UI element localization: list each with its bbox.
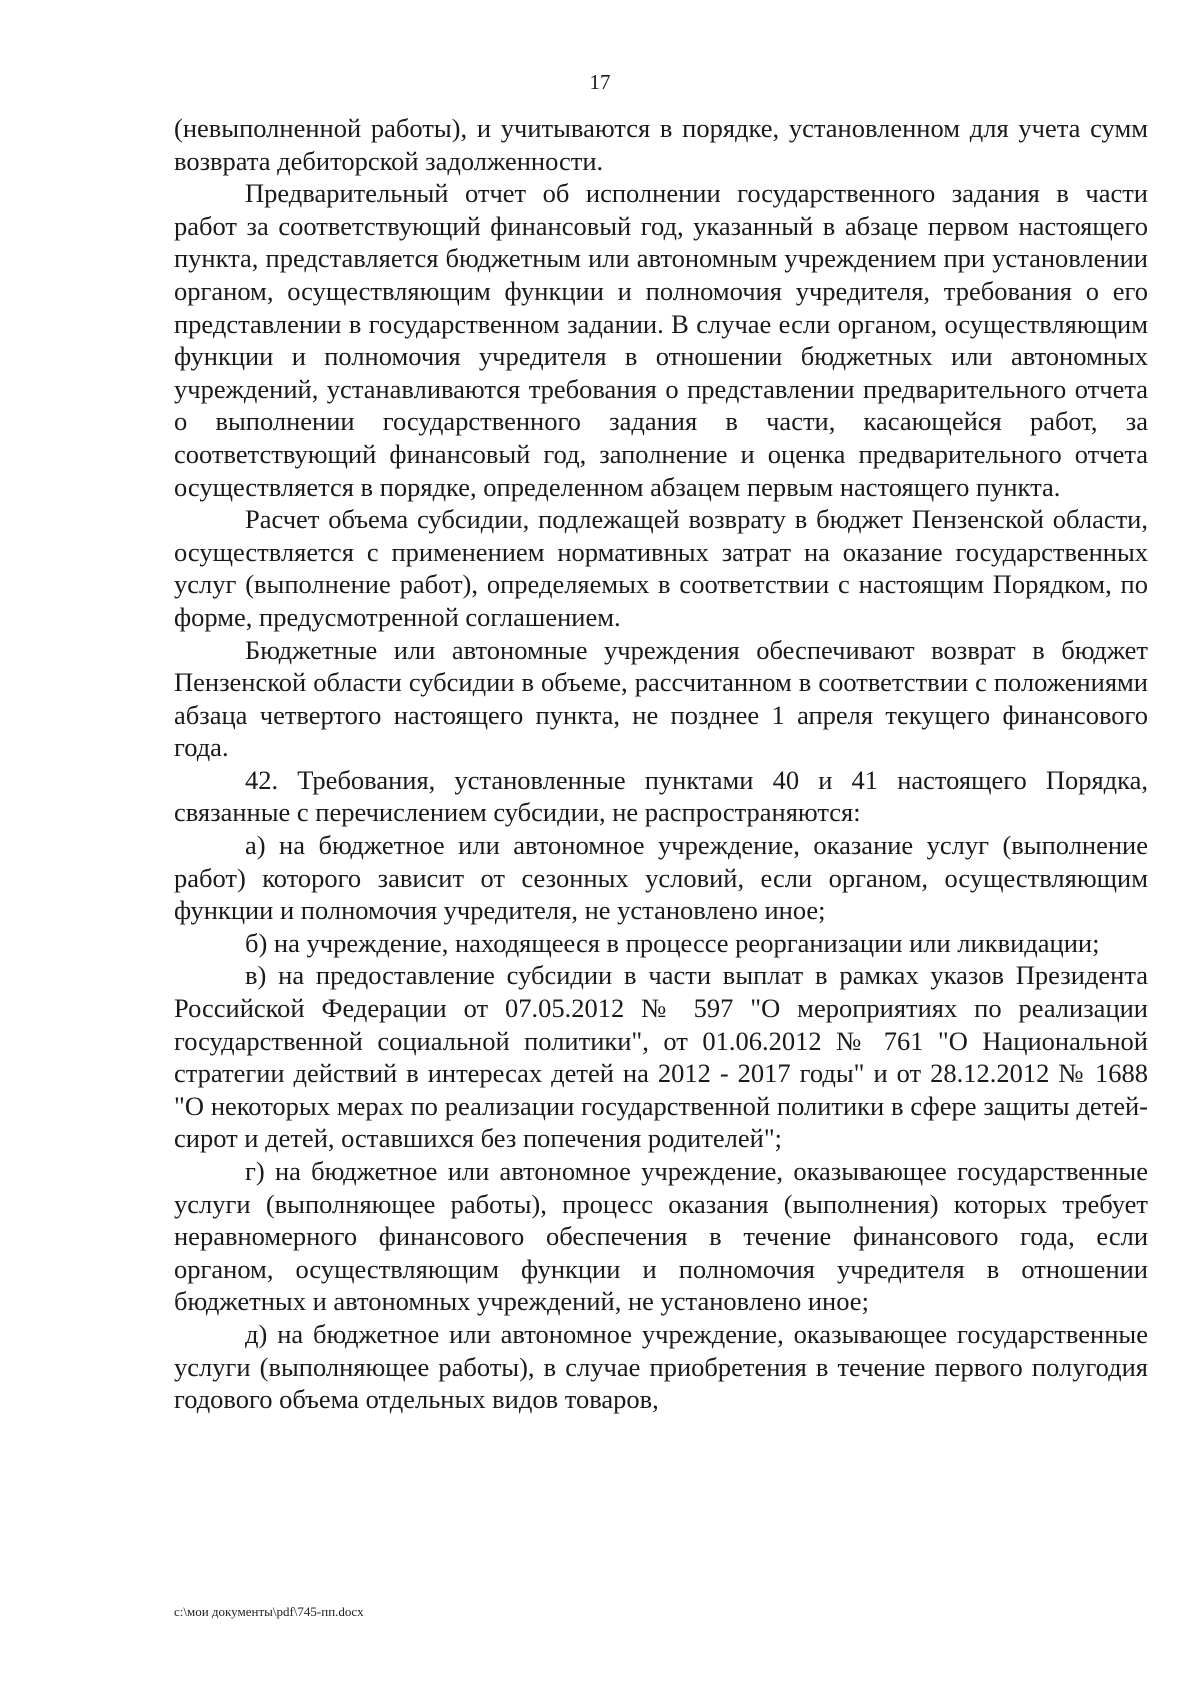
- paragraph-continuation: (невыполненной работы), и учитываются в порядке, установленном для учета сумм возврата дебиторской задолженности.: [174, 113, 1148, 176]
- list-item-v: в) на предоставление субсидии в части выплат в рамках указов Президента Российской Федерации от 07.05.2012 № 597 "О мероприятиях по реализации государственной социальной политики", от 01.06.2012 № 761 "О Национальной стратегии действий в интересах детей на 2012 - 2017 годы" и от 28.12.2012 № 1688 "О некоторых мерах по реализации государственной политики в сфере защиты детей-сирот и детей, оставшихся без попечения родителей";: [174, 960, 1148, 1154]
- paragraph-item-42: 42. Требования, установленные пунктами 40 и 41 настоящего Порядка, связанные с перечислением субсидии, не распространяются:: [174, 764, 1148, 828]
- list-item-a: а) на бюджетное или автономное учреждение, оказание услуг (выполнение работ) которого зависит от сезонных условий, если органом, осуществляющим функции и полномочия учредителя, не установлено иное;: [174, 830, 1148, 926]
- paragraph-subsidy-return: Бюджетные или автономные учреждения обеспечивают возврат в бюджет Пензенской области субсидии в объеме, рассчитанном в соответствии с положениями абзаца четвертого настоящего пункта, не позднее 1 апреля текущего финансового года.: [174, 634, 1148, 763]
- document-body: [174, 112, 1148, 1416]
- paragraph-preliminary-report: Предварительный отчет об исполнении государственного задания в части работ за соответствующий финансовый год, указанный в абзаце первом настоящего пункта, представляется бюджетным или автономным учреждением при установлении органом, осуществляющим функции и полномочия учредителя, требования о его представлении в государственном задании. В случае если органом, осуществляющим функции и полномочия учредителя в отношении бюджетных или автономных учреждений, устанавливаются требования о представлении предварительного отчета о выполнении государственного задания в части, касающейся работ, за соответствующий финансовый год, заполнение и оценка предварительного отчета осуществляется в порядке, определенном абзацем первым настоящего пункта.: [174, 178, 1148, 502]
- list-item-g: г) на бюджетное или автономное учреждение, оказывающее государственные услуги (выполняющее работы), процесс оказания (выполнения) которых требует неравномерного финансового обеспечения в течение финансового года, если органом, осуществляющим функции и полномочия учредителя в отношении бюджетных и автономных учреждений, не установлено иное;: [174, 1156, 1148, 1317]
- list-item-b: б) на учреждение, находящееся в процессе реорганизации или ликвидации;: [245, 927, 1100, 958]
- file-path-footer: c:\мои документы\pdf\745-пп.docx: [174, 1604, 364, 1619]
- list-item-d: д) на бюджетное или автономное учреждение, оказывающее государственные услуги (выполняющее работы), в случае приобретения в течение первого полугодия годового объема отдельных видов товаров,: [174, 1318, 1148, 1415]
- paragraph-subsidy-calculation: Расчет объема субсидии, подлежащей возврату в бюджет Пензенской области, осуществляется с применением нормативных затрат на оказание государственных услуг (выполнение работ), определяемых в соответствии с настоящим Порядком, по форме, предусмотренной соглашением.: [174, 504, 1148, 632]
- page-number: 17: [589, 70, 611, 94]
